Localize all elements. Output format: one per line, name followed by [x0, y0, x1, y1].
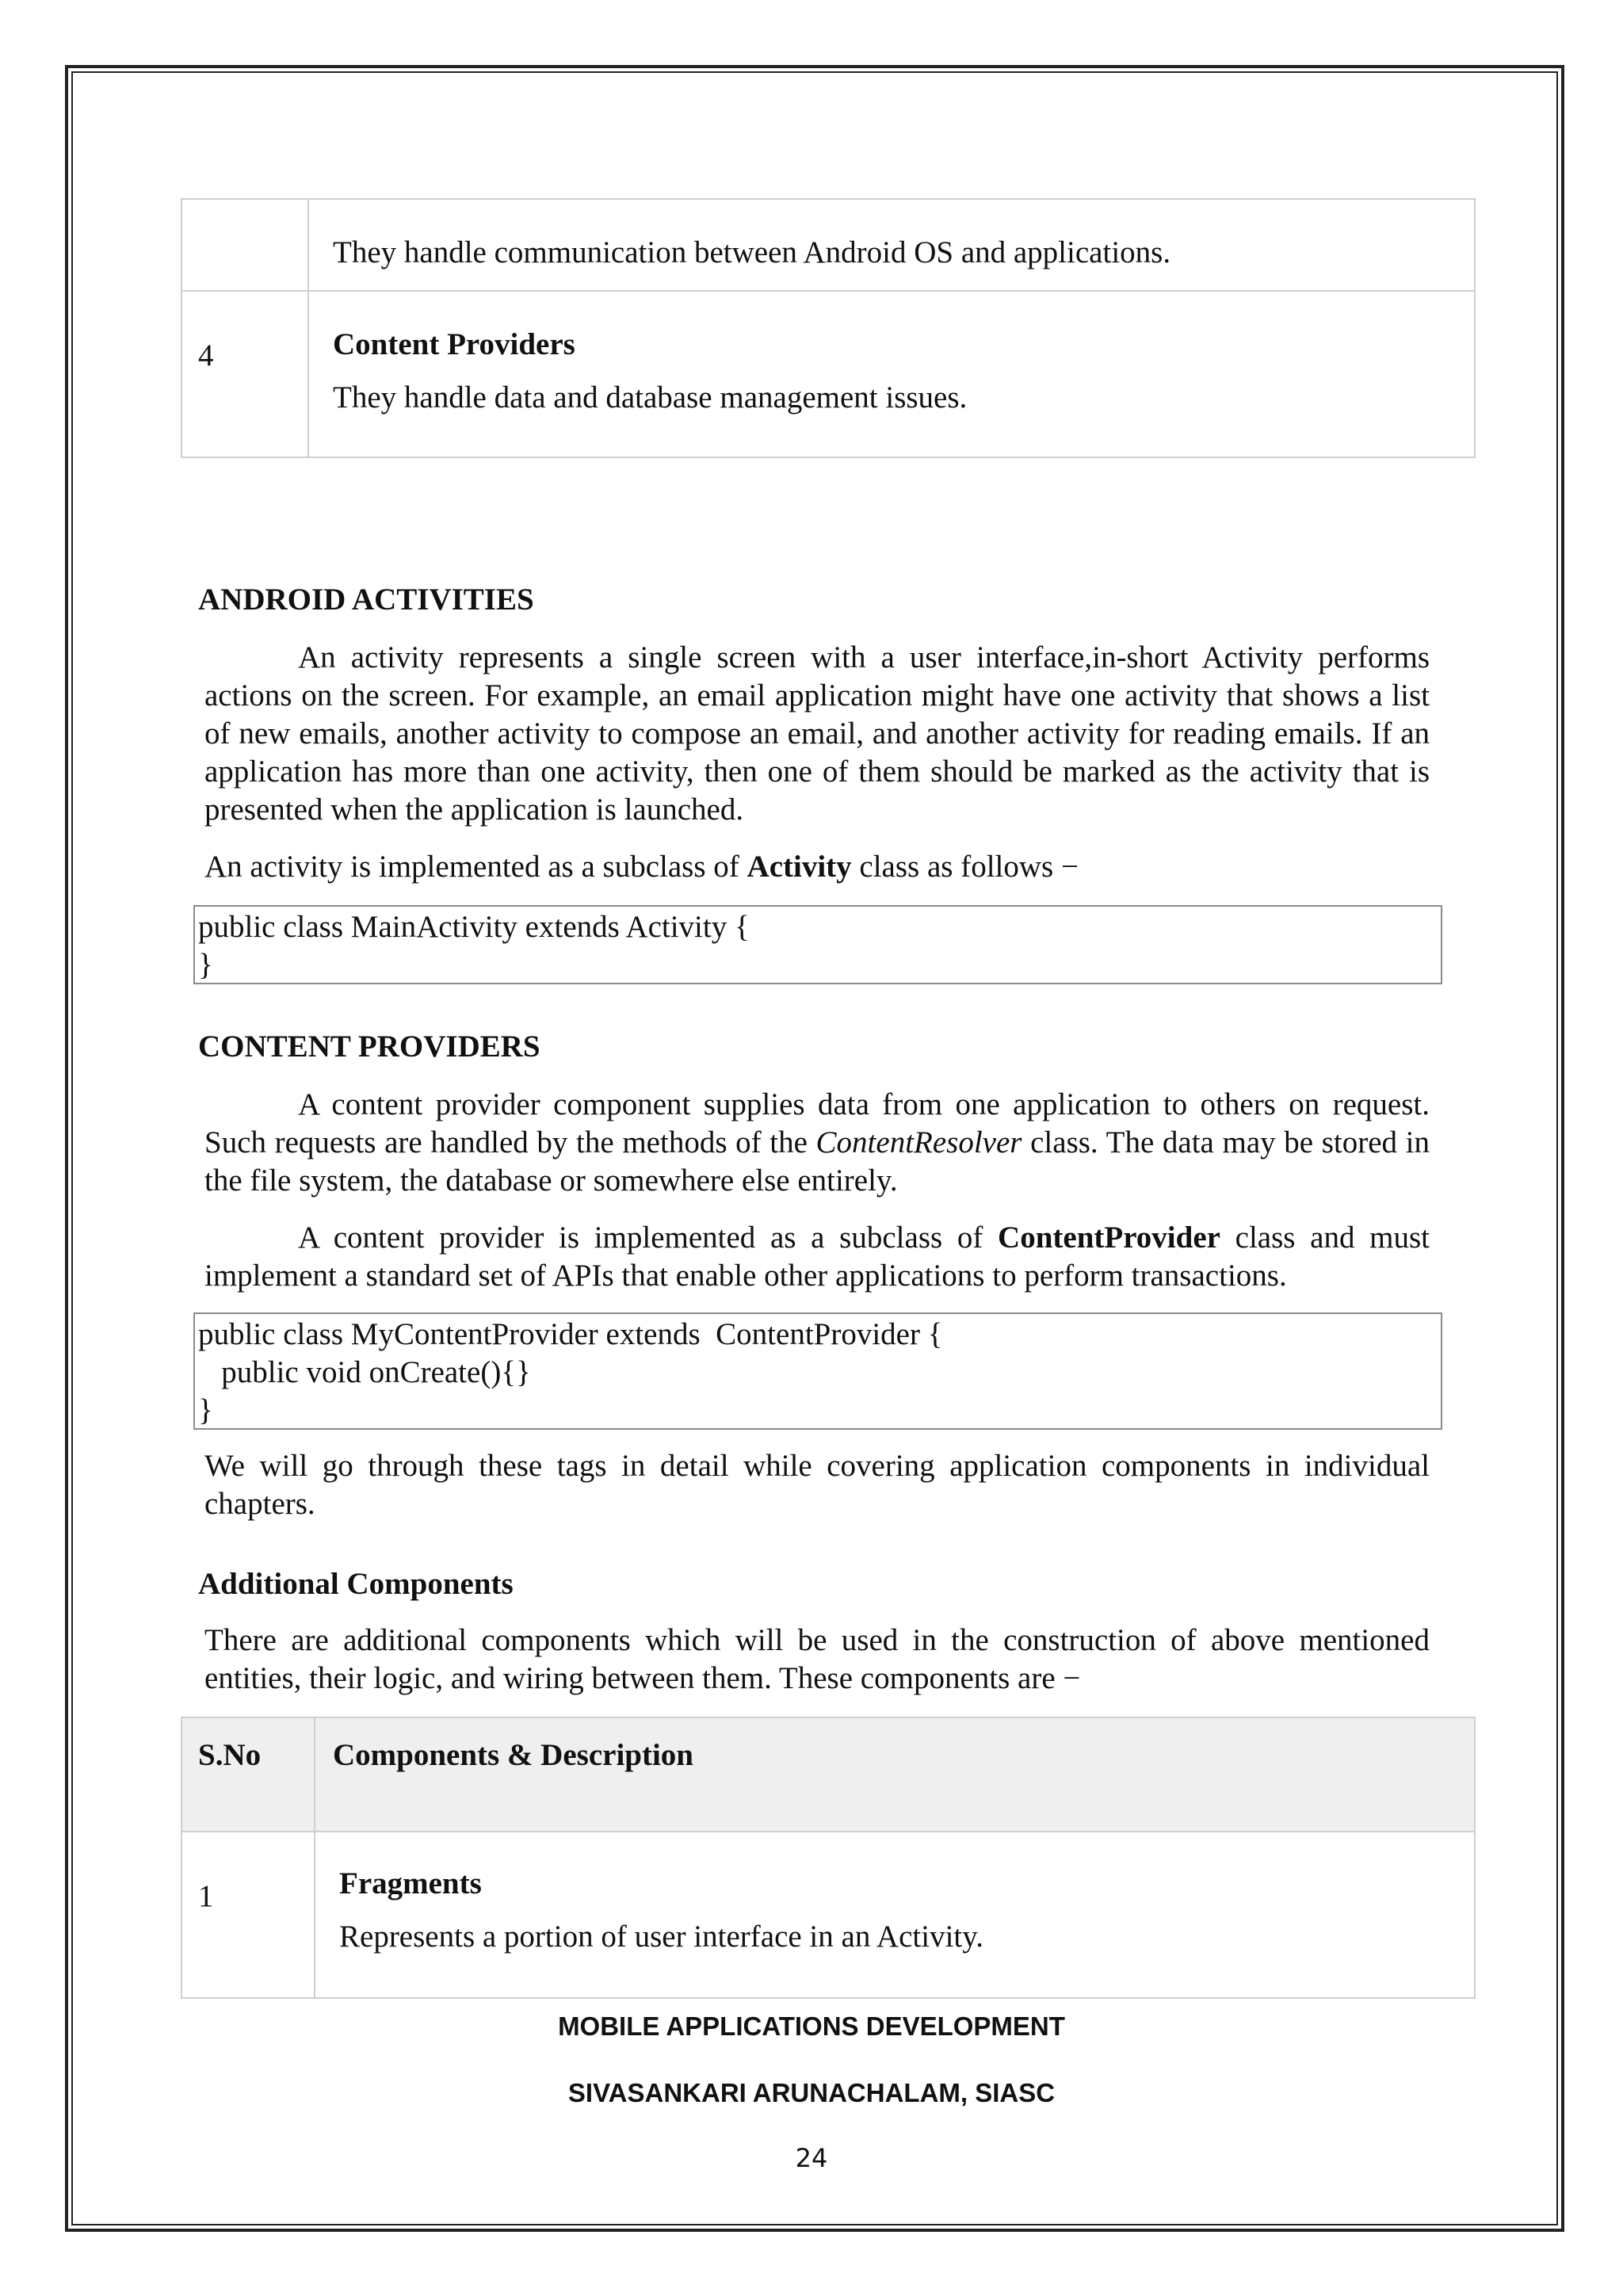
section-heading-activities: ANDROID ACTIVITIES	[198, 583, 534, 617]
italic-term: ContentResolver	[815, 1125, 1022, 1159]
text-run: class and must implement a standard set of APIs that enable other applications to perform transactions.	[204, 1221, 1430, 1293]
page-number: 24	[795, 2143, 828, 2173]
additional-components-table	[181, 1717, 1476, 1999]
row-description: They handle communication between Android OS and applications.	[333, 235, 1171, 269]
table-header-row	[181, 1717, 1475, 1832]
code-line: }	[198, 948, 213, 982]
bold-term: ContentProvider	[998, 1221, 1220, 1255]
footer-author: SIVASANKARI ARUNACHALAM, SIASC	[567, 2078, 1056, 2107]
code-block-activity	[193, 905, 1442, 984]
text-run: class as follows −	[851, 850, 1079, 884]
components-table-continued	[181, 198, 1476, 458]
table-cell-number	[181, 199, 308, 291]
activities-subclass-paragraph	[204, 848, 1430, 886]
row-description: They handle data and database management issues.	[333, 380, 968, 415]
code-block-provider	[193, 1312, 1442, 1430]
header-sno: S.No	[181, 1717, 315, 1832]
table-cell-description	[315, 1832, 1475, 1998]
text-run: A content provider is implemented as a subclass of	[298, 1221, 999, 1255]
text-run: class. The data may be stored in the file system, the database or somewhere else entirely.	[204, 1125, 1430, 1198]
table-cell-description	[308, 199, 1475, 291]
footer-course-title: MOBILE APPLICATIONS DEVELOPMENT	[558, 2011, 1065, 2041]
providers-subclass-paragraph	[204, 1219, 1430, 1295]
activities-paragraph: An activity represents a single screen with a user interface,in-short Activity performs actions on the screen. For example, an email application might have one activity that shows a list of new emails, another activity to compose an email, and another activity for reading emails. If an application has more than one activity, then one of them should be marked as the activity that is presented when the application is launched.	[204, 640, 1430, 827]
table-row	[181, 199, 1475, 291]
text-run: An activity is implemented as a subclass of	[204, 850, 747, 884]
table-cell-number: 4	[181, 291, 308, 457]
text-run: A content provider component supplies data from one application to others on request. Such requests are handled by the methods of the	[204, 1087, 1430, 1159]
bold-term: Activity	[747, 850, 852, 884]
table-row	[181, 1832, 1475, 1998]
code-line: public class MainActivity extends Activity {	[198, 910, 750, 944]
section-heading-providers: CONTENT PROVIDERS	[198, 1030, 540, 1064]
additional-paragraph: There are additional components which will be used in the construction of above mentioned entities, their logic, and wiring between them. These components are −	[204, 1623, 1430, 1695]
row-title: Content Providers	[333, 327, 575, 361]
row-title: Fragments	[339, 1866, 482, 1901]
code-line: public class MyContentProvider extends ContentProvider {	[198, 1317, 943, 1351]
row-description: Represents a portion of user interface in an Activity.	[339, 1920, 983, 1954]
providers-closing-paragraph: We will go through these tags in detail while covering application components in individual chapters.	[204, 1449, 1430, 1521]
table-row	[181, 291, 1475, 457]
section-heading-additional: Additional Components	[198, 1567, 514, 1601]
table-cell-description	[308, 291, 1475, 457]
code-line: }	[198, 1393, 213, 1427]
code-line: public void onCreate(){}	[198, 1355, 531, 1389]
providers-paragraph	[204, 1086, 1430, 1200]
header-description: Components & Description	[315, 1717, 1475, 1832]
table-cell-number: 1	[181, 1832, 315, 1998]
